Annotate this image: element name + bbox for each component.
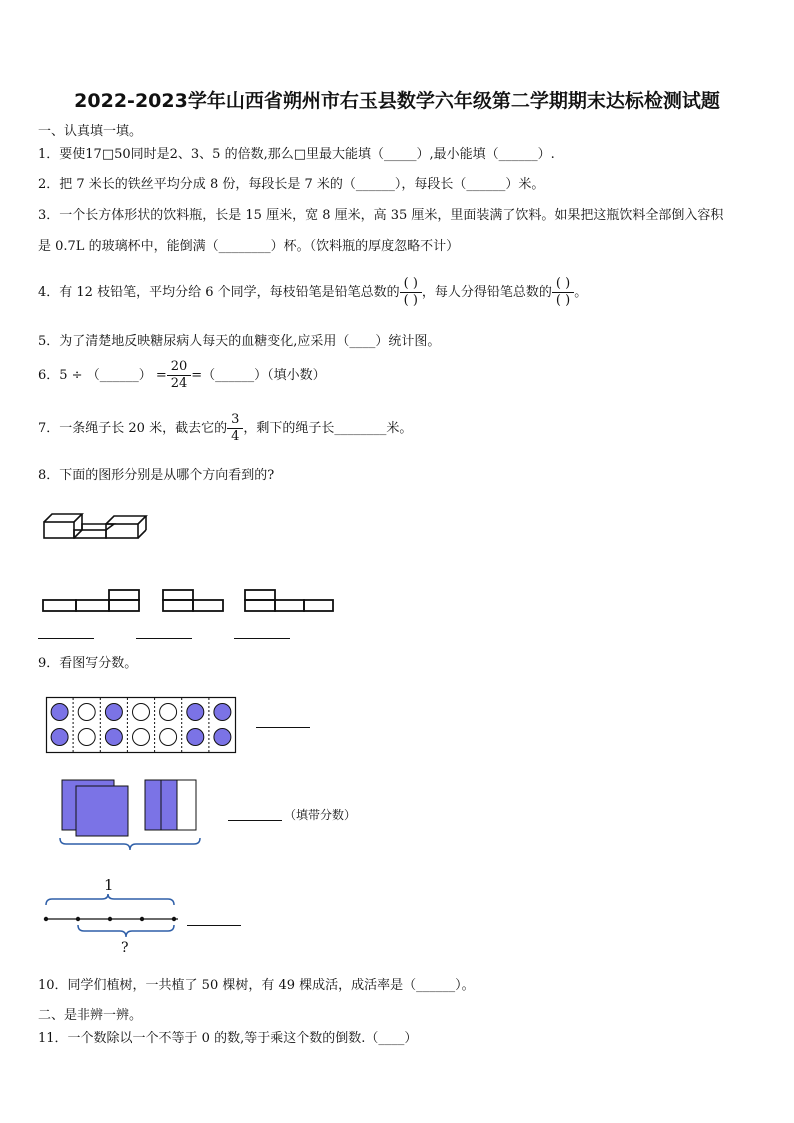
answer-line[interactable] (256, 727, 310, 728)
question-7-text-2: ，剩下的绳子长________米。 (243, 421, 413, 436)
empty-circle (78, 729, 95, 746)
fraction-denominator: 4 (227, 428, 243, 445)
question-2: 2．把 7 米长的铁丝平均分成 8 份，每段长是 7 米的（______），每段长（______）米。 (38, 177, 545, 192)
answer-line[interactable] (187, 925, 241, 926)
number-line-question-mark: ? (121, 940, 129, 956)
empty-circle (133, 729, 150, 746)
circle-grid-figure (46, 697, 236, 753)
question-4-text-2: ，每人分得铅笔总数的 (421, 285, 552, 300)
answer-line[interactable] (38, 638, 94, 639)
page-title: 2022-2023学年山西省朔州市右玉县数学六年级第二学期期末达标检测试题 (74, 90, 720, 112)
answer-line[interactable] (136, 638, 192, 639)
number-line-figure (40, 893, 185, 941)
empty-circle (133, 704, 150, 721)
section-heading-1: 一、认真填一填。 (38, 124, 143, 139)
fraction-denominator-blank: ( ) (552, 292, 574, 309)
question-6 (38, 358, 326, 394)
question-9: 9．看图写分数。 (38, 656, 138, 671)
filled-circle (51, 729, 68, 746)
view-figure-2 (162, 589, 226, 613)
question-11: 11．一个数除以一个不等于 0 的数,等于乘这个数的倒数.（____） (38, 1031, 418, 1046)
question-10: 10．同学们植树，一共植了 50 棵树，有 49 棵成活，成活率是（______）。 (38, 978, 475, 993)
question-4-text-1: 4．有 12 枝铅笔，平均分给 6 个同学，每枝铅笔是铅笔总数的 (38, 285, 400, 300)
question-1: 1．要使17□50同时是2、3、5 的倍数,那么□里最大能填（_____）,最小能填（______）. (38, 147, 555, 162)
view-figure-3 (244, 589, 336, 613)
fraction-denominator-blank: ( ) (400, 292, 422, 309)
fraction-numerator: 3 (231, 412, 240, 427)
question-7 (38, 411, 412, 447)
filled-circle (214, 729, 231, 746)
cube-structure-figure (40, 508, 160, 542)
question-6-text-2: =（______）（填小数） (191, 368, 326, 383)
filled-circle (105, 704, 122, 721)
fraction-blank-2 (552, 276, 574, 309)
filled-circle (105, 729, 122, 746)
empty-circle (78, 704, 95, 721)
question-4 (38, 276, 587, 310)
filled-circle (214, 704, 231, 721)
filled-circle (187, 704, 204, 721)
question-8: 8．下面的图形分别是从哪个方向看到的? (38, 468, 275, 483)
number-line-total-label: 1 (104, 876, 114, 894)
fraction-numerator-blank: ( ) (555, 276, 571, 291)
question-3-line-2: 是 0.7L 的玻璃杯中，能倒满（________）杯。（饮料瓶的厚度忽略不计） (38, 239, 460, 254)
fraction-blank-1 (400, 276, 422, 309)
question-6-text-1: 6．5 ÷ （______） = (38, 368, 167, 383)
question-4-text-3: 。 (574, 285, 588, 300)
mixed-number-note: （填带分数） (284, 808, 357, 822)
fraction-denominator: 24 (167, 375, 192, 392)
fraction-3-4 (227, 412, 243, 445)
filled-circle (51, 704, 68, 721)
question-7-text-1: 7．一条绳子长 20 米，截去它的 (38, 421, 228, 436)
view-figure-1 (42, 589, 142, 613)
answer-line[interactable] (228, 820, 282, 821)
filled-circle (187, 729, 204, 746)
square-fraction-figure (58, 778, 208, 852)
empty-circle (160, 729, 177, 746)
fraction-20-24 (167, 359, 192, 392)
fraction-numerator: 20 (170, 359, 188, 374)
question-3-line-1: 3．一个长方体形状的饮料瓶，长是 15 厘米，宽 8 厘米，高 35 厘米，里面装满了饮料。如果把这瓶饮料全部倒入容积 (38, 208, 724, 223)
answer-line[interactable] (234, 638, 290, 639)
section-heading-2: 二、是非辨一辨。 (38, 1008, 143, 1023)
question-5: 5．为了清楚地反映糖尿病人每天的血糖变化,应采用（____）统计图。 (38, 334, 441, 349)
empty-circle (160, 704, 177, 721)
fraction-numerator-blank: ( ) (403, 276, 418, 291)
